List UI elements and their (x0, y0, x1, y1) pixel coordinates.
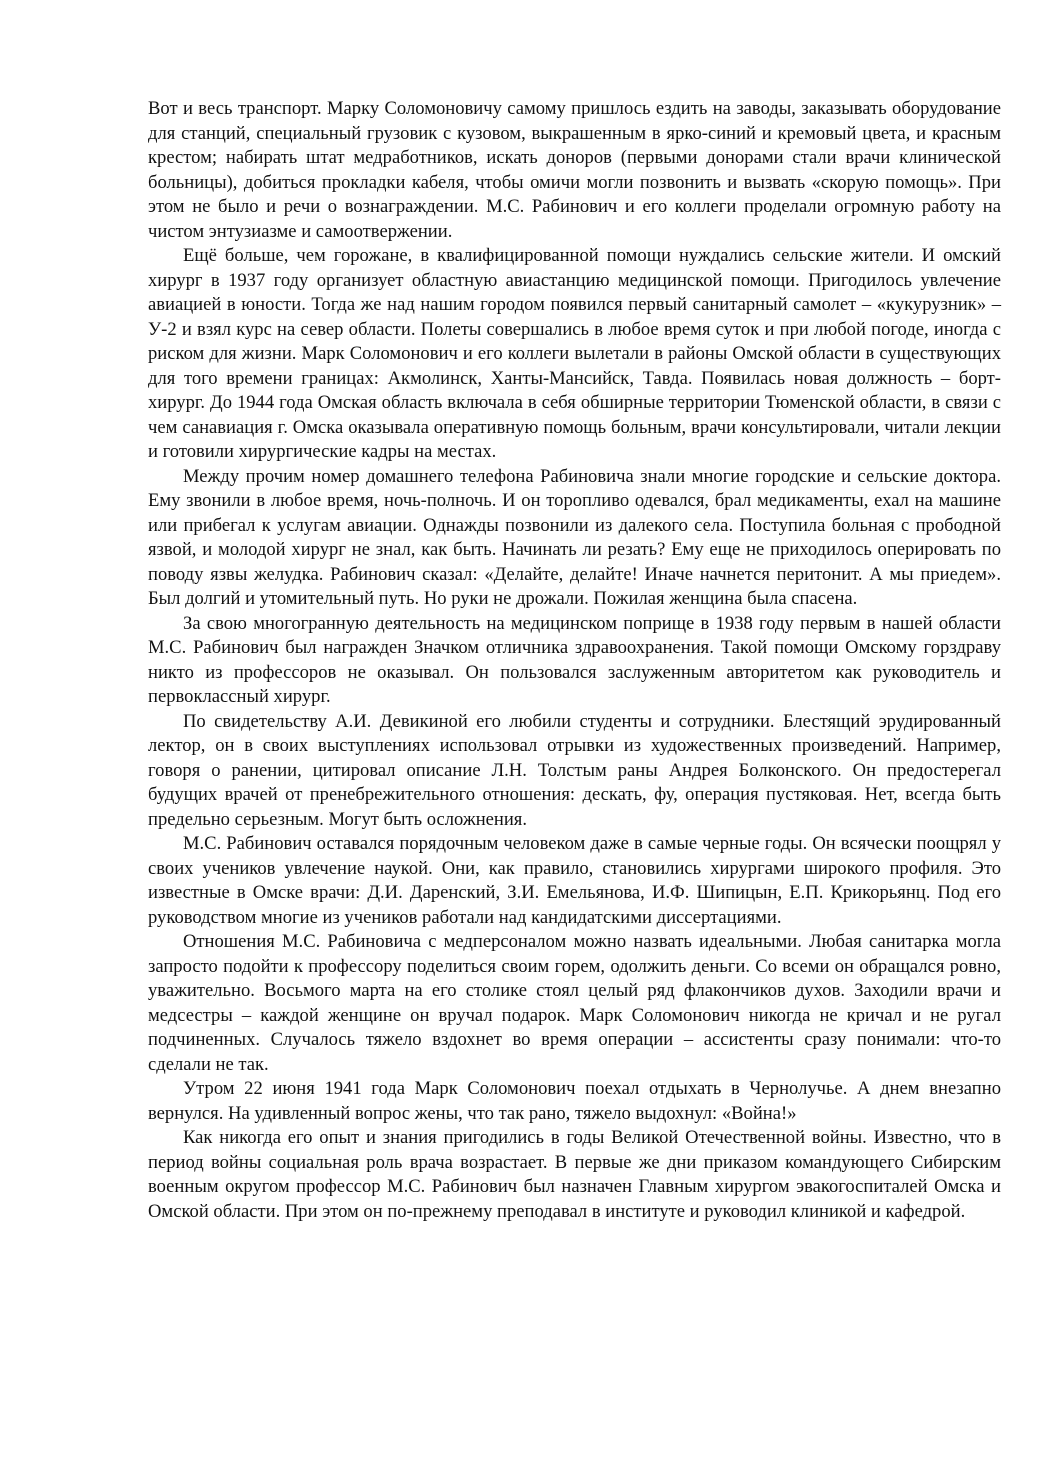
paragraph-students: М.С. Рабинович оставался порядочным человеком даже в самые черные годы. Он всячески поощрял у своих учеников увлечение наукой. Они, как правило, становились хирургами широкого профиля. Это известные в Омске врачи: Д.И. Даренский, З.И. Емельянова, И.Ф. Шипицын, Е.П. Крикорьянц. Под его руководством многие из учеников работали над кандидатскими диссертациями. (148, 833, 1001, 928)
paragraph-air-ambulance: Ещё больше, чем горожане, в квалифицированной помощи нуждались сельские жители. И омский хирург в 1937 году организует областную авиастанцию медицинской помощи. Пригодилось увлечение авиацией в юности. Тогда же над нашим городом появился первый санитарный самолет – «кукурузник» – У-2 и взял курс на север области. Полеты совершались в любое время суток и при любой погоде, иногда с риском для жизни. Марк Соломонович и его коллеги вылетали в районы Омской области в существующих для того времени границах: Акмолинск, Ханты-Мансийск, Тавда. Появилась новая должность – борт-хирург. До 1944 года Омская область включала в себя обширные территории Тюменской области, в связи с чем санавиация г. Омска оказывала оперативную помощь больным, врачи консультировали, читали лекции и готовили хирургические кадры на местах. (148, 245, 1001, 462)
paragraph-staff-relations: Отношения М.С. Рабиновича с медперсоналом можно назвать идеальными. Любая санитарка могла запросто подойти к профессору поделиться своим горем, одолжить деньги. Со всеми он обращался ровно, уважительно. Восьмого марта на его столике стоял целый ряд флакончиков духов. Заходили врачи и медсестры – каждой женщине он вручал подарок. Марк Соломонович никогда не кричал и не ругал подчиненных. Случалось тяжело вздохнет во время операции – ассистенты сразу понимали: что-то сделали не так. (148, 931, 1001, 1075)
paragraph-chief-surgeon: Как никогда его опыт и знания пригодились в годы Великой Отечественной войны. Известно, что в период войны социальная роль врача возрастает. В первые же дни приказом командующего Сибирским военным округом профессор М.С. Рабинович был назначен Главным хирургом эвакогоспиталей Омска и Омской области. При этом он по-прежнему преподавал в институте и руководил клиникой и кафедрой. (148, 1127, 1001, 1222)
paragraph-war-begins: Утром 22 июня 1941 года Марк Соломонович поехал отдыхать в Чернолучье. А днем внезапно вернулся. На удивленный вопрос жены, что так рано, тяжело выдохнул: «Война!» (148, 1078, 1001, 1124)
paragraph-award: За свою многогранную деятельность на медицинском поприще в 1938 году первым в нашей области М.С. Рабинович был награжден Значком отличника здравоохранения. Такой помощи Омскому горздраву никто из профессоров не оказывал. Он пользовался заслуженным авторитетом как руководитель и первоклассный хирург. (148, 612, 1001, 707)
document-page (148, 97, 1001, 1224)
paragraph-home-phone: Между прочим номер домашнего телефона Рабиновича знали многие городские и сельские доктора. Ему звонили в любое время, ночь-полночь. И он торопливо одевался, брал медикаменты, ехал на машине или прибегал к услугам авиации. Однажды позвонили из далекого села. Поступила больная с прободной язвой, и молодой хирург не знал, как быть. Начинать ли резать? Ему еще не приходилось оперировать по поводу язвы желудка. Рабинович сказал: «Делайте, делайте! Иначе начнется перитонит. А мы приедем». Был долгий и утомительный путь. Но руки не дрожали. Пожилая женщина была спасена. (148, 465, 1001, 609)
paragraph-lecturer: По свидетельству А.И. Девикиной его любили студенты и сотрудники. Блестящий эрудированный лектор, он в своих выступлениях использовал отрывки из художественных произведений. Например, говоря о ранении, цитировал описание Л.Н. Толстым раны Андрея Болконского. Он предостерегал будущих врачей от пренебрежительного отношения: дескать, фу, операция пустяковая. Нет, всегда быть предельно серьезным. Могут быть осложнения. (148, 710, 1001, 830)
paragraph-transport: Вот и весь транспорт. Марку Соломоновичу самому пришлось ездить на заводы, заказывать оборудование для станций, специальный грузовик с кузовом, выкрашенным в ярко-синий и кремовый цвета, и красным крестом; набирать штат медработников, искать доноров (первыми донорами стали врачи клинической больницы), добиться прокладки кабеля, чтобы омичи могли позвонить и вызвать «скорую помощь». При этом не было и речи о вознаграждении. М.С. Рабинович и его коллеги проделали огромную работу на чистом энтузиазме и самоотвержении. (148, 98, 1001, 242)
